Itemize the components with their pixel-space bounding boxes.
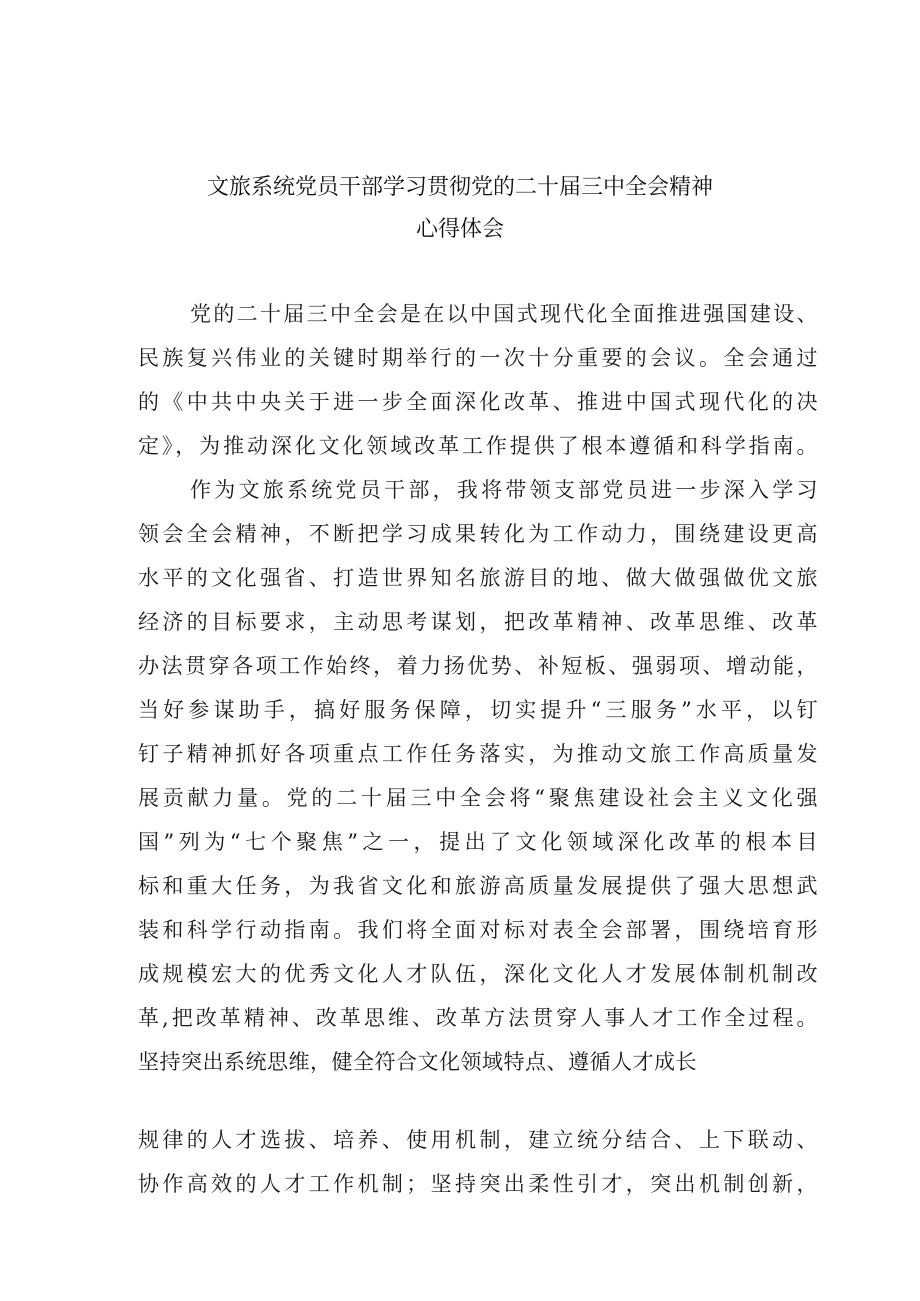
text-line: 钉子精神抓好各项重点工作任务落实，为推动文旅工作高质量发 [138,742,818,766]
text-line: 民族复兴伟业的关键时期举行的一次十分重要的会议。全会通过 [138,346,818,370]
text-line: 标和重大任务，为我省文化和旅游高质量发展提供了强大思想武 [138,874,818,898]
text-line: 领会全会精神，不断把学习成果转化为工作动力，围绕建设更高 [138,522,818,546]
text-line: 经济的目标要求，主动思考谋划，把改革精神、改革思维、改革 [138,610,818,634]
text-line: 当好参谋助手，搞好服务保障，切实提升“三服务”水平，以钉 [138,698,818,722]
text-line: 定》，为推动深化文化领域改革工作提供了根本遵循和科学指南。 [138,434,818,458]
text-line: 展贡献力量。党的二十届三中全会将“聚焦建设社会主义文化强 [138,786,818,810]
text-line: 成规模宏大的优秀文化人才队伍，深化文化人才发展体制机制改 [138,962,818,986]
document-title: 文旅系统党员干部学习贯彻党的二十届三中全会精神 [206,175,713,200]
text-line: 国”列为“七个聚焦”之一，提出了文化领域深化改革的根本目 [138,830,818,854]
text-line: 规律的人才选拔、培养、使用机制，建立统分结合、上下联动、 [138,1128,818,1152]
text-line: 协作高效的人才工作机制；坚持突出柔性引才，突出机制创新， [138,1172,818,1196]
text-line: 水平的文化强省、打造世界知名旅游目的地、做大做强做优文旅 [138,566,818,590]
text-line: 党的二十届三中全会是在以中国式现代化全面推进强国建设、 [190,302,818,326]
text-line: 作为文旅系统党员干部，我将带领支部党员进一步深入学习 [190,478,818,502]
text-line: 办法贯穿各项工作始终，着力扬优势、补短板、强弱项、增动能， [138,654,818,678]
text-line: 坚持突出系统思维，健全符合文化领域特点、遵循人才成长 [138,1050,697,1074]
text-line: 装和科学行动指南。我们将全面对标对表全会部署，围绕培育形 [138,918,818,942]
document-subtitle: 心得体会 [415,217,504,242]
text-line: 的《中共中央关于进一步全面深化改革、推进中国式现代化的决 [138,390,818,414]
text-line: 革,把改革精神、改革思维、改革方法贯穿人事人才工作全过程。 [138,1006,818,1030]
